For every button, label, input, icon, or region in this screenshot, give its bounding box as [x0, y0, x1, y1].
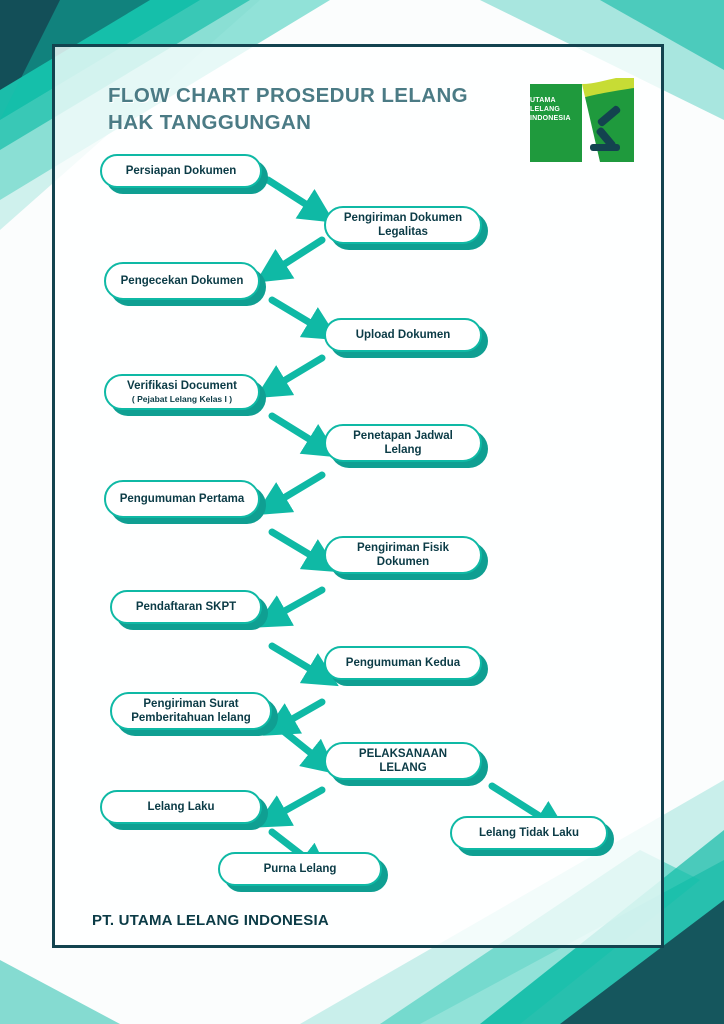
edge-11-12	[282, 730, 322, 762]
node-sublabel: ( Pejabat Lelang Kelas I )	[131, 394, 233, 405]
flow-node-purna-lelang[interactable]	[218, 852, 382, 886]
node-label: Pendaftaran SKPT	[135, 600, 237, 613]
edge-5-6	[272, 416, 322, 447]
node-label: Pengecekan Dokumen	[120, 274, 244, 287]
node-label: Verifikasi Document	[127, 380, 237, 393]
node-label: Persiapan Dokumen	[125, 164, 237, 177]
edge-6-7	[272, 475, 322, 505]
node-label: Lelang Tidak Laku	[478, 826, 580, 839]
edge-3-4	[272, 300, 322, 330]
node-label: Upload Dokumen	[355, 328, 451, 341]
flow-node-pengiriman-dokumen-legalitas[interactable]	[324, 206, 482, 244]
edge-2-3	[272, 240, 322, 272]
flow-node-verifikasi-document[interactable]	[104, 374, 260, 410]
edge-12-13	[272, 790, 322, 818]
flow-node-pengiriman-fisik-dokumen[interactable]	[324, 536, 482, 574]
flow-node-pengecekan-dokumen[interactable]	[104, 262, 260, 300]
flow-node-upload-dokumen[interactable]	[324, 318, 482, 352]
edge-4-5	[272, 358, 322, 388]
flow-node-lelang-tidak-laku[interactable]	[450, 816, 608, 850]
flow-node-lelang-laku[interactable]	[100, 790, 262, 824]
logo-text: UTAMA LELANG INDONESIA	[530, 97, 571, 123]
flow-node-pengumuman-pertama[interactable]	[104, 480, 260, 518]
node-label: Pengiriman Fisik Dokumen	[356, 541, 450, 568]
edge-9-10	[272, 646, 322, 676]
title-line-2: HAK TANGGUNGAN	[108, 111, 312, 135]
edge-1-2	[268, 180, 318, 212]
node-label: PELAKSANAAN LELANG	[358, 747, 448, 774]
node-label: Pengiriman Surat Pemberitahuan lelang	[131, 697, 251, 724]
flow-node-pengiriman-surat-pemberitahuan-lelang[interactable]	[110, 692, 272, 730]
node-label: Pengumuman Pertama	[119, 492, 245, 505]
node-label: Lelang Laku	[147, 800, 215, 813]
node-label: Purna Lelang	[263, 862, 337, 875]
flow-node-pengumuman-kedua[interactable]	[324, 646, 482, 680]
flow-node-pelaksanaan-lelang[interactable]	[324, 742, 482, 780]
flow-node-persiapan-dokumen[interactable]	[100, 154, 262, 188]
flow-node-pendaftaran-skpt[interactable]	[110, 590, 262, 624]
node-label: Pengumuman Kedua	[345, 656, 461, 669]
edge-8-9	[272, 590, 322, 618]
node-label: Penetapan Jadwal Lelang	[353, 429, 453, 456]
node-label: Pengiriman Dokumen Legalitas	[343, 211, 463, 238]
flow-node-penetapan-jadwal-lelang[interactable]	[324, 424, 482, 462]
company-name-footer: PT. UTAMA LELANG INDONESIA	[92, 912, 329, 929]
edge-7-8	[272, 532, 322, 562]
title-line-1: FLOW CHART PROSEDUR LELANG	[108, 84, 469, 107]
edge-10-11	[280, 702, 322, 726]
